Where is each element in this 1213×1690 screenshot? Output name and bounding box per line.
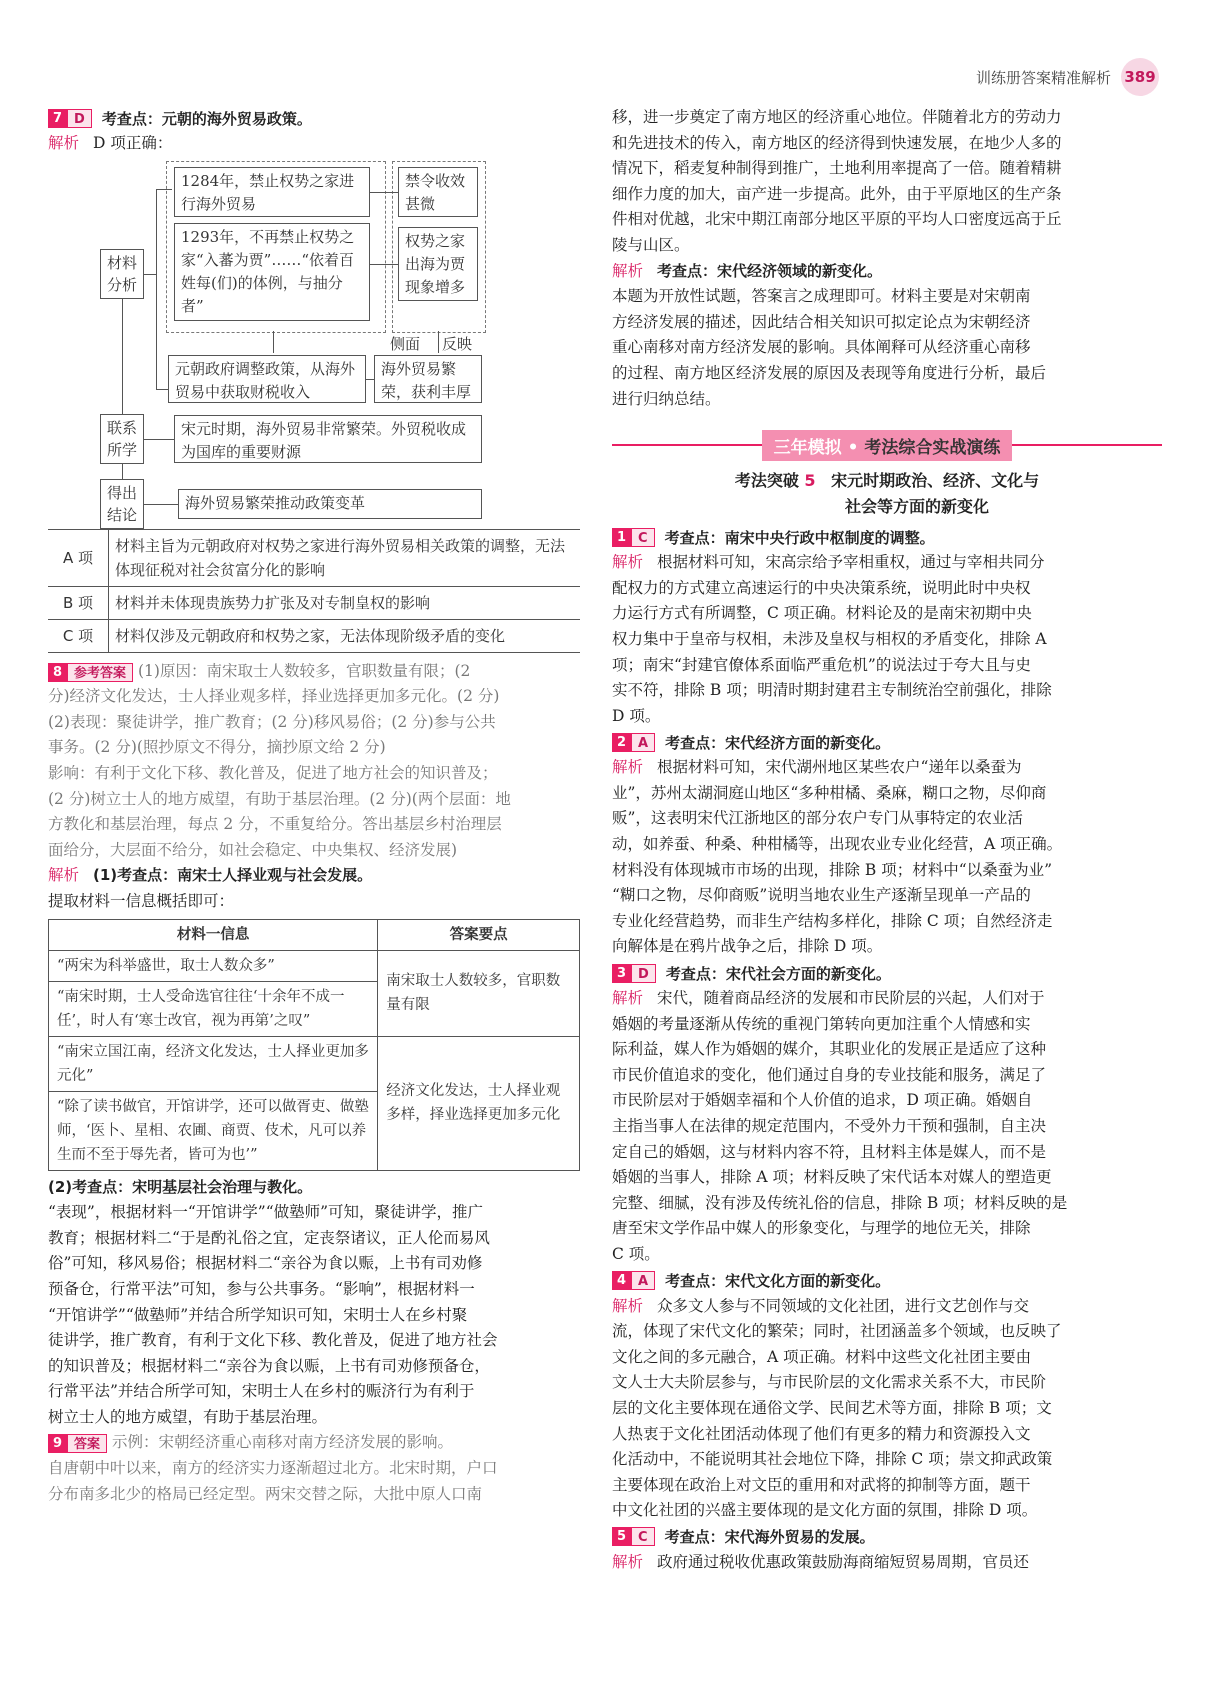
q8-analysis-line: “开馆讲学”“做塾师”并结合所学知识可知，宋明士人在乡村聚	[48, 1305, 468, 1324]
q9-answer-cont-line: 情况下，稻麦复种制得到推广，土地利用率提高了一倍。随着精耕	[612, 159, 1062, 178]
q3-analysis-line: 婚姻的当事人，排除 A 项；材料反映了宋代话本对媒人的塑造更	[612, 1168, 1052, 1187]
q3-analysis-line: C 项。	[612, 1244, 660, 1263]
diagram-box-1284-ban: 1284年，禁止权势之家进行海外贸易	[174, 167, 370, 217]
diagram-box-merchants-increase: 权势之家出海为贾现象增多	[398, 227, 478, 301]
q4-analysis-line: 文人士大夫阶层参与，与市民阶层的文化需求关系不大，市民阶	[612, 1373, 1047, 1392]
q1-analysis-line: 权力集中于皇帝与权相，未涉及皇权与相权的矛盾变化，排除 A	[612, 629, 1047, 648]
q2-analysis-line: 专业化经营趋势，而非生产结构多样化，排除 C 项；自然经济走	[612, 911, 1053, 930]
q9-analysis-line: 重心南移对南方经济发展的影响。具体阐释可从经济重心南移	[612, 338, 1031, 357]
q8-analysis-intro: 提取材料一信息概括即可：	[48, 891, 235, 910]
q8-answer-line: 事务。(2 分)(照抄原文不得分，摘抄原文给 2 分)	[48, 738, 386, 757]
table-row: C 项 材料仅涉及元朝政府和权势之家，无法体现阶级矛盾的变化	[48, 619, 580, 652]
left-column	[48, 105, 580, 1507]
diagram-connector	[144, 504, 178, 505]
q8-analysis-line: “表现”，根据材料一“开馆讲学”“做塾师”可知，聚徒讲学，推广	[48, 1203, 484, 1222]
q7-analysis-intro: 解析 D 项正确：	[48, 134, 173, 152]
q7-knowledge-point: 考查点：元朝的海外贸易政策。	[101, 109, 312, 128]
q1-analysis-line: 项；南宋“封建官僚体系面临严重危机”的说法过于夸大且与史	[612, 655, 1031, 674]
q8-answer-line: 分)经济文化发达，士人择业观多样，择业选择更加多元化。(2 分)	[48, 687, 500, 706]
q4-analysis-line: 人热衷于文化社团活动体现了他们有更多的精力和资源投入文	[612, 1424, 1031, 1443]
diagram-material-analysis-label: 材料分析	[100, 249, 144, 299]
right-column	[612, 105, 1162, 1576]
q3-analysis-line: 唐至宋文学作品中媒人的形象变化，与理学的地位无关，排除	[612, 1219, 1031, 1238]
q8-answer-line: 方教化和基层治理，每点 2 分，不重复给分。答出基层乡村治理层	[48, 815, 502, 834]
q9-answer-line: 分布南多北少的格局已经定型。两宋交替之际，大批中原人口南	[48, 1484, 483, 1503]
q1-header: 1 C 考查点：南宋中央行政中枢制度的调整。	[612, 524, 1162, 550]
q5-number-badge: 5 C	[612, 1527, 655, 1546]
q3-analysis-line: 市民价值追求的变化，他们通过自身的专业技能和服务，满足了	[612, 1065, 1047, 1084]
q4-number-badge: 4 A	[612, 1271, 655, 1290]
q8-analysis-line: 树立士人的地方威望，有助于基层治理。	[48, 1407, 328, 1426]
q7-number-badge: 7 D	[48, 109, 92, 128]
q8-info-table	[48, 919, 580, 1171]
diagram-link-knowledge-label: 联系所学	[100, 414, 144, 464]
diagram-connector	[122, 464, 123, 479]
q2-analysis-line: 动，如养蚕、种桑、种柑橘等，出现农业专业化经营，A 项正确。	[612, 835, 1063, 854]
table-row: 材料一信息 答案要点	[49, 919, 580, 950]
q2-analysis-line: 业”，苏州太湖洞庭山地区“多种柑橘、桑麻，糊口之物，尽仰商	[612, 783, 1047, 802]
section-banner-title: 三年模拟 • 考法综合实战演练	[762, 430, 1013, 461]
q7-header	[48, 105, 580, 131]
diagram-conclusion-label: 得出结论	[100, 479, 144, 529]
diagram-box-trade-prosperous: 海外贸易繁荣，获利丰厚	[374, 355, 482, 403]
q3-analysis-line: 解析 宋代，随着商品经济的发展和市民阶层的兴起，人们对于	[612, 989, 1045, 1008]
q3-analysis-line: 际利益，媒人作为婚姻的媒介，其职业化的发展正是适应了这种	[612, 1040, 1047, 1059]
header-title: 训练册答案精准解析	[975, 68, 1111, 87]
diagram-box-song-yuan-trade: 宋元时期，海外贸易非常繁荣。外贸税收成为国库的重要财源	[174, 415, 482, 463]
q3-number-badge: 3 D	[612, 964, 656, 983]
diagram-box-ban-ineffective: 禁令收效甚微	[398, 167, 478, 217]
q8-analysis-line: 徒讲学，推广教育，有利于文化下移、教化普及，促进了地方社会	[48, 1331, 498, 1350]
q4-analysis-line: 文化之间的多元融合，A 项正确。材料中这些文化社团主要由	[612, 1347, 1032, 1366]
q1-analysis-line: 解析 根据材料可知，宋高宗给予宰相重权，通过与宰相共同分	[612, 553, 1045, 572]
q2-analysis-line: 材料没有体现城市市场的出现，排除 B 项；材料中“以桑蚕为业”	[612, 860, 1053, 879]
q5-analysis-line: 解析 政府通过税收优惠政策鼓励海商缩短贸易周期，官员还	[612, 1552, 1030, 1571]
q3-analysis-line: 定自己的婚姻，这与材料内容不符，且材料主体是媒人，而不是	[612, 1142, 1047, 1161]
page-number: 389	[1121, 58, 1159, 96]
q9-answer-cont-line: 陵与山区。	[612, 235, 690, 254]
diagram-arrow	[438, 331, 439, 353]
q8-analysis-line: 行常平法”并结合所学可知，宋明士人在乡村的赈济行为有利于	[48, 1382, 475, 1401]
diagram-connector	[156, 189, 157, 389]
q2-analysis-line: 解析 根据材料可知，宋代湖州地区某些农户“递年以桑蚕为	[612, 758, 1022, 777]
table-row: “除了读书做官，开馆讲学，还可以做胥吏、做塾师，‘医卜、星相、农圃、商贾、伎术，凡可以养生而不至于辱先者，皆可为也’”	[49, 1091, 580, 1170]
q9-analysis-line: 进行归纳总结。	[612, 389, 721, 408]
topic-title-line2: 社会等方面的新变化	[844, 497, 989, 517]
q4-analysis-line: 流，体现了宋代文化的繁荣；同时，社团涵盖多个领域，也反映了	[612, 1322, 1062, 1341]
q9-answer-line: 9 答案 示例：宋朝经济重心南移对南方经济发展的影响。	[48, 1430, 580, 1456]
q8-answer-line: (2)表现：聚徒讲学，推广教育；(2 分)移风易俗；(2 分)参与公共	[48, 712, 496, 731]
q5-header: 5 C 考查点：宋代海外贸易的发展。	[612, 1524, 1162, 1550]
q9-number-badge: 9 答案	[48, 1434, 107, 1453]
q2-header: 2 A 考查点：宋代经济方面的新变化。	[612, 729, 1162, 755]
diagram-connector	[122, 299, 123, 414]
q7-analysis-diagram	[48, 159, 580, 589]
q2-analysis-line: 向解体是在鸦片战争之后，排除 D 项。	[612, 937, 883, 956]
q9-analysis-kp: 解析 考查点：宋代经济领域的新变化。	[612, 261, 883, 280]
diagram-side-label: 侧面	[390, 334, 421, 353]
q4-analysis-line: 主要体现在政治上对文臣的重用和对武将的抑制等方面，题干	[612, 1475, 1031, 1494]
section-banner	[612, 430, 1162, 460]
q8-answer-line: 8 参考答案 (1)原因：南宋取士人数较多，官职数量有限；(2	[48, 659, 580, 685]
q8-number-badge: 8 参考答案	[48, 663, 133, 682]
diagram-reflect-label: 反映	[442, 334, 473, 353]
q3-analysis-line: 婚姻的考量逐渐从传统的重视门第转向更加注重个人情感和实	[612, 1014, 1031, 1033]
page-header	[976, 58, 1159, 96]
q9-answer-cont-line: 细作力度的加大，亩产进一步提高。此外，由于平原地区的生产条	[612, 184, 1062, 203]
q1-number-badge: 1 C	[612, 528, 655, 547]
q1-analysis-line: D 项。	[612, 706, 661, 725]
q1-analysis-line: 力运行方式有所调整，C 项正确。材料论及的是南宋初期中央	[612, 604, 1032, 623]
q4-header: 4 A 考查点：宋代文化方面的新变化。	[612, 1268, 1162, 1294]
q8-analysis-kp2: (2)考查点：宋明基层社会治理与教化。	[48, 1177, 313, 1196]
table-row: B 项 材料并未体现贵族势力扩张及对专制皇权的影响	[48, 586, 580, 619]
topic-title: 考法突破 5 宋元时期政治、经济、文化与	[734, 471, 1040, 491]
q8-answer-line: 面给分，大层面不给分，如社会稳定、中央集权、经济发展)	[48, 840, 458, 859]
q4-analysis-line: 解析 众多文人参与不同领域的文化社团，进行文艺创作与交	[612, 1296, 1030, 1315]
q9-analysis-line: 本题为开放性试题，答案言之成理即可。材料主要是对宋朝南	[612, 287, 1031, 306]
q2-number-badge: 2 A	[612, 733, 655, 752]
diagram-box-policy-adjust: 元朝政府调整政策，从海外贸易中获取财税收入	[168, 355, 366, 403]
q9-analysis-line: 方经济发展的描述，因此结合相关知识可拟定论点为宋朝经济	[612, 312, 1031, 331]
diagram-box-conclusion: 海外贸易繁荣推动政策变革	[178, 489, 482, 519]
table-row: “南宋时期，士人受命选官往往‘十余年不成一任’，时人有‘寒士改官，视为再第’之叹”	[49, 981, 580, 1036]
table-row: “南宋立国江南，经济文化发达，士人择业更加多元化” 经济文化发达，士人择业观多样，择业选择更加多元化	[49, 1036, 580, 1091]
q1-analysis-line: 配权力的方式建立高速运行的中央决策系统，说明此时中央权	[612, 578, 1031, 597]
q8-analysis-line: 俗”可知，移风易俗；根据材料二“亲谷为食以赈，上书有司劝修	[48, 1254, 483, 1273]
q8-answer-line: (2 分)树立士人的地方威望，有助于基层治理。(2 分)(两个层面：地	[48, 789, 511, 808]
diagram-box-1293-policy: 1293年，不再禁止权势之家“入蕃为贾”……“依着百姓每(们)的体例，与抽分者”	[174, 223, 370, 321]
q9-answer-cont-line: 和先进技术的传入，南方地区的经济得到快速发展，在地少人多的	[612, 133, 1062, 152]
diagram-arrow	[370, 192, 398, 193]
q8-analysis-line: 的知识普及；根据材料二“亲谷为食以赈，上书有司劝修预备仓，	[48, 1356, 490, 1375]
table-row: “两宋为科举盛世，取士人数众多” 南宋取士人数较多，官职数量有限	[49, 950, 580, 981]
q2-analysis-line: 贩”，这表明宋代江浙地区的部分农户专门从事特定的农业活	[612, 809, 1023, 828]
diagram-connector	[144, 439, 174, 440]
q9-answer-line: 自唐朝中叶以来，南方的经济实力逐渐超过北方。北宋时期，户口	[48, 1459, 498, 1478]
q4-analysis-line: 中文化社团的兴盛主要体现的是文化方面的氛围，排除 D 项。	[612, 1501, 1038, 1520]
diagram-arrow	[366, 379, 374, 380]
q3-analysis-line: 主指当事人在法律的规定范围内，不受外力干预和强制，自主决	[612, 1117, 1047, 1135]
diagram-arrow	[273, 331, 274, 353]
q9-answer-cont-line: 移，进一步奠定了南方地区的经济重心地位。伴随着北方的劳动力	[612, 108, 1062, 126]
q8-answer	[48, 659, 580, 864]
q2-analysis-line: “糊口之物，尽仰商贩”说明当地农业生产逐渐呈现单一产品的	[612, 886, 1031, 905]
q3-analysis-line: 市民阶层对于婚姻幸福和个人价值的追求，D 项正确。婚姻自	[612, 1091, 1033, 1110]
q3-analysis-line: 完整、细腻，没有涉及传统礼俗的信息，排除 B 项；材料反映的是	[612, 1193, 1068, 1212]
q8-analysis-kp1: 解析 (1)考查点：南宋士人择业观与社会发展。	[48, 866, 373, 885]
q9-answer-cont-line: 件相对优越，北宋中期江南部分地区平原的平均人口密度远高于丘	[612, 210, 1062, 229]
q4-analysis-line: 化活动中，不能说明其社会地位下降，排除 C 项；崇文抑武政策	[612, 1450, 1053, 1469]
diagram-connector	[144, 274, 156, 275]
q8-answer-line: 影响：有利于文化下移、教化普及，促进了地方社会的知识普及；	[48, 763, 498, 782]
q4-analysis-line: 层的文化主要体现在通俗文学、民间艺术等方面，排除 B 项；文	[612, 1398, 1052, 1417]
q8-analysis-line: 教育；根据材料二“于是酌礼俗之宜，定丧祭诸议，正人伦而易风	[48, 1228, 490, 1247]
table-row: A 项 材料主旨为元朝政府对权势之家进行海外贸易相关政策的调整，无法体现征税对社会贫富分化的影响	[48, 529, 580, 586]
q1-analysis-line: 实不符，排除 B 项；明清时期封建君主专制统治空前强化，排除	[612, 681, 1052, 700]
diagram-arrow	[370, 264, 398, 265]
q8-analysis-line: 预备仓，行常平法”可知，参与公共事务。“影响”，根据材料一	[48, 1279, 475, 1298]
q3-header: 3 D 考查点：宋代社会方面的新变化。	[612, 960, 1162, 986]
diagram-connector	[156, 189, 172, 190]
q9-analysis-line: 的过程、南方地区经济发展的原因及表现等角度进行分析，最后	[612, 363, 1047, 382]
